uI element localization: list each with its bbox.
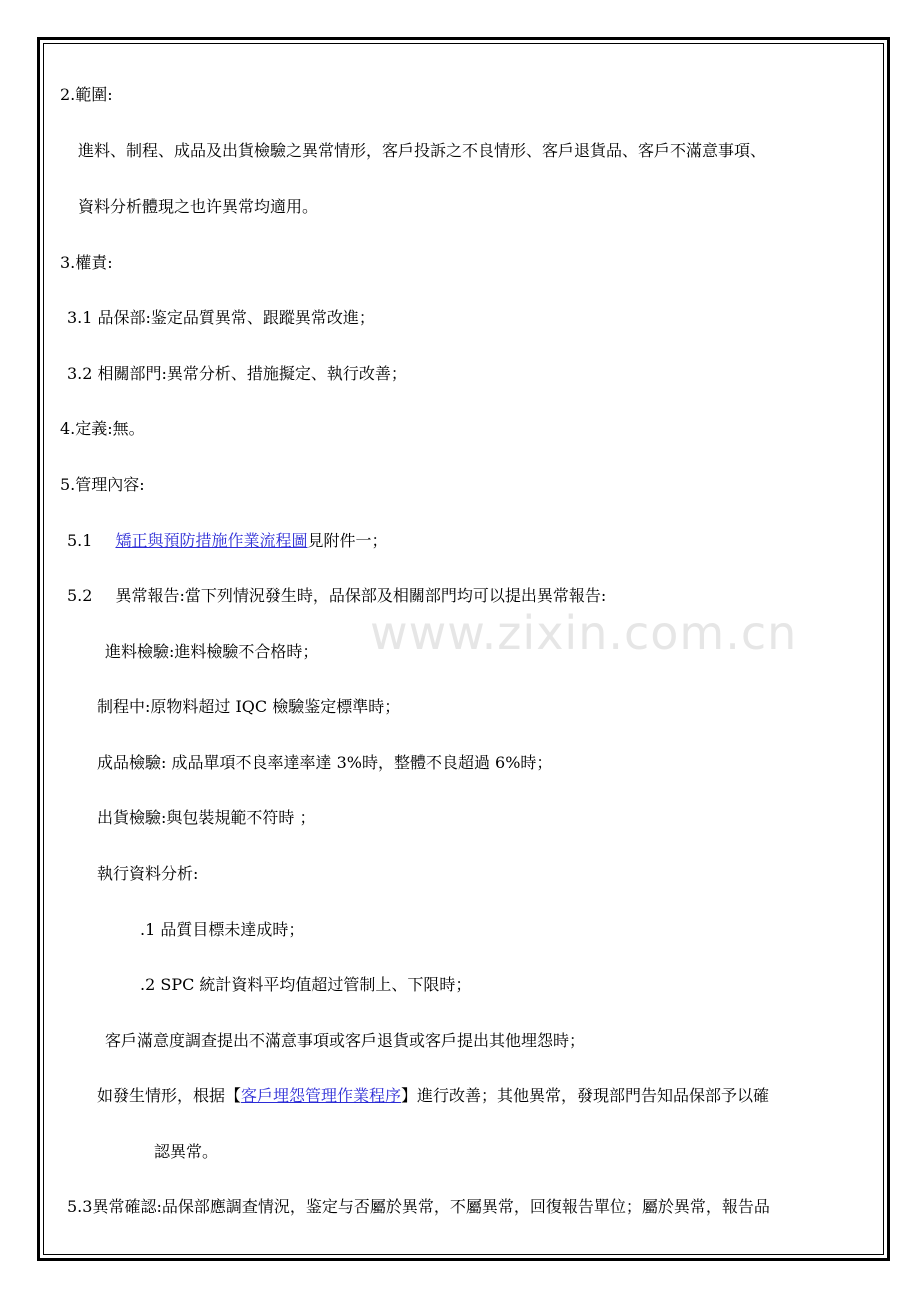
- section-5-3: 5.3異常確認:品保部應調查情況，鉴定与否屬於異常，不屬異常，回復報告單位；屬於異常，報告品: [67, 1197, 770, 1216]
- procedure-continuation: 認異常。: [154, 1142, 219, 1161]
- section-2-scope-line-2: 資料分析體現之也许異常均適用。: [78, 197, 319, 216]
- section-5-2-text: 異常報告:當下列情況發生時，品保部及相關部門均可以提出異常報告:: [115, 586, 607, 605]
- condition-finished: 成品檢驗: 成品單項不良率達率達 3%時，整體不良超過 6%時；: [97, 753, 553, 772]
- condition-shipping: 出貨檢驗:與包裝規範不符時 ；: [97, 808, 316, 827]
- watermark: www.zixin.com.cn: [370, 606, 798, 660]
- complaint-procedure-link[interactable]: 客戶埋怨管理作業程序: [241, 1086, 402, 1105]
- section-5-1-number: 5.1: [67, 531, 93, 550]
- condition-data-analysis-2: .2 SPC 統計資料平均值超过管制上、下限時；: [140, 975, 472, 994]
- section-2-title: 2.範圍:: [60, 85, 113, 104]
- section-2-scope-line-1: 進料、制程、成品及出貨檢驗之異常情形，客戶投訴之不良情形、客戶退貨品、客戶不滿意事項、: [78, 141, 767, 160]
- condition-incoming: 進料檢驗:進料檢驗不合格時；: [105, 642, 319, 661]
- procedure-line: [97, 1086, 769, 1106]
- flowchart-link[interactable]: 矯正與預防措施作業流程圖: [115, 531, 308, 550]
- condition-data-analysis-1: .1 品質目標未達成時；: [140, 920, 305, 939]
- section-4-title: 4.定義:無。: [60, 419, 145, 438]
- procedure-prefix: 如發生情形，根据【: [97, 1086, 242, 1105]
- procedure-suffix: 】進行改善；其他異常，發現部門告知品保部予以確: [401, 1086, 770, 1105]
- section-3-item-1: 3.1 品保部:鉴定品質異常、跟蹤異常改進；: [67, 308, 375, 327]
- section-3-item-2: 3.2 相關部門:異常分析、措施擬定、執行改善；: [67, 364, 407, 383]
- section-5-title: 5.管理內容:: [60, 475, 145, 494]
- section-5-2-number: 5.2: [67, 586, 93, 605]
- condition-in-process: 制程中:原物料超过 IQC 檢驗鉴定標準時；: [97, 697, 401, 716]
- section-3-title: 3.權責:: [60, 253, 113, 272]
- condition-data-analysis: 執行資料分析:: [97, 864, 199, 883]
- condition-customer: 客戶滿意度調查提出不滿意事項或客戶退貨或客戶提出其他埋怨時；: [105, 1031, 586, 1050]
- section-5-1-suffix: 見附件一；: [307, 531, 388, 550]
- section-5-2: [67, 586, 606, 606]
- section-5-1: [67, 531, 387, 551]
